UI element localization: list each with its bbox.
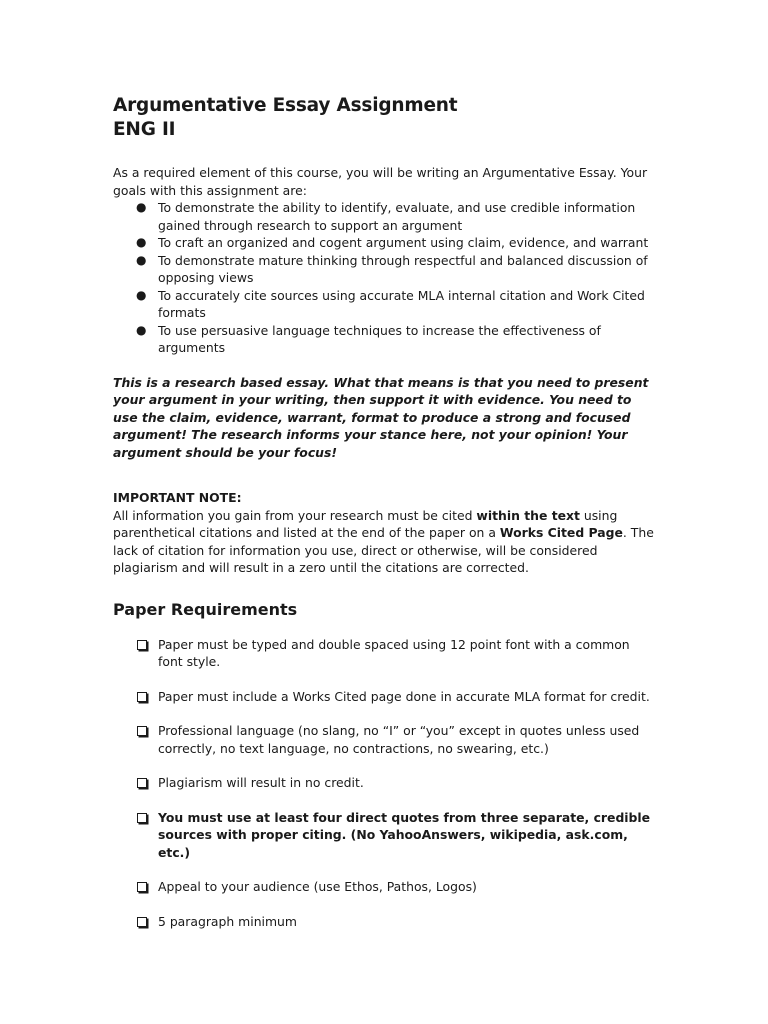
goals-list <box>113 199 658 357</box>
title-line-2: ENG II <box>113 119 176 140</box>
requirement-item: Plagiarism will result in no credit. <box>158 774 658 792</box>
requirements-list <box>113 636 658 931</box>
document-title <box>113 94 658 142</box>
bullet-icon: ● <box>136 322 147 337</box>
requirement-item: 5 paragraph minimum <box>158 913 658 931</box>
requirement-item: You must use at least four direct quotes from three separate, credible sources with proper citing. (No YahooAnswers, wikipedia, ask.com, etc.) <box>158 809 658 862</box>
bullet-icon: ● <box>136 200 147 214</box>
requirement-item: Paper must include a Works Cited page done in accurate MLA format for credit. <box>158 688 658 706</box>
checkbox-icon <box>137 813 147 823</box>
requirements-heading: Paper Requirements <box>113 599 298 619</box>
research-emphasis: This is a research based essay. What that means is that you need to present your argument in your writing, then support it with evidence. You need to use the claim, evidence, warrant, format to produce a strong and focused argument! The research informs your stance here, not your opinion! Your argument should be your focus! <box>113 374 649 460</box>
bullet-icon: ● <box>136 235 147 249</box>
bullet-icon: ● <box>136 252 147 267</box>
bullet-icon: ● <box>136 287 147 302</box>
checkbox-icon <box>137 882 147 892</box>
checkbox-icon <box>137 640 147 650</box>
note-text: All information you gain from your research must be cited within the text using parenthetical citations and listed at the end of the paper on a Works Cited Page. The lack of citation for information you use, direct or otherwise, will be considered plagiarism and will result in a zero until the citations are corrected. <box>113 507 654 575</box>
requirement-item: Appeal to your audience (use Ethos, Pathos, Logos) <box>158 878 658 896</box>
checkbox-icon <box>137 778 147 788</box>
goal-item: ● To demonstrate mature thinking through respectful and balanced discussion of opposing views <box>136 252 648 285</box>
intro-section <box>113 164 658 357</box>
intro-text: As a required element of this course, you will be writing an Argumentative Essay. Your goals with this assignment are: <box>113 165 648 198</box>
goal-item: ● To demonstrate the ability to identify, evaluate, and use credible information gained through research to support an argument <box>136 200 636 233</box>
checkbox-icon <box>137 917 147 927</box>
requirement-item: Paper must be typed and double spaced using 12 point font with a common font style. <box>158 636 658 671</box>
checkbox-icon <box>137 692 147 702</box>
title-line-1: Argumentative Essay Assignment <box>113 95 458 116</box>
goal-item: ● To accurately cite sources using accurate MLA internal citation and Work Cited formats <box>136 287 645 320</box>
requirement-item: Professional language (no slang, no “I” or “you” except in quotes unless used correctly, no text language, no contractions, no swearing, etc.) <box>158 722 658 757</box>
goal-item: ● To use persuasive language techniques to increase the effectiveness of arguments <box>136 322 601 355</box>
goal-item: ● To craft an organized and cogent argument using claim, evidence, and warrant <box>136 235 649 250</box>
note-label: IMPORTANT NOTE: <box>113 490 242 505</box>
checkbox-icon <box>137 726 147 736</box>
document-page <box>113 94 658 947</box>
important-note <box>113 489 658 577</box>
